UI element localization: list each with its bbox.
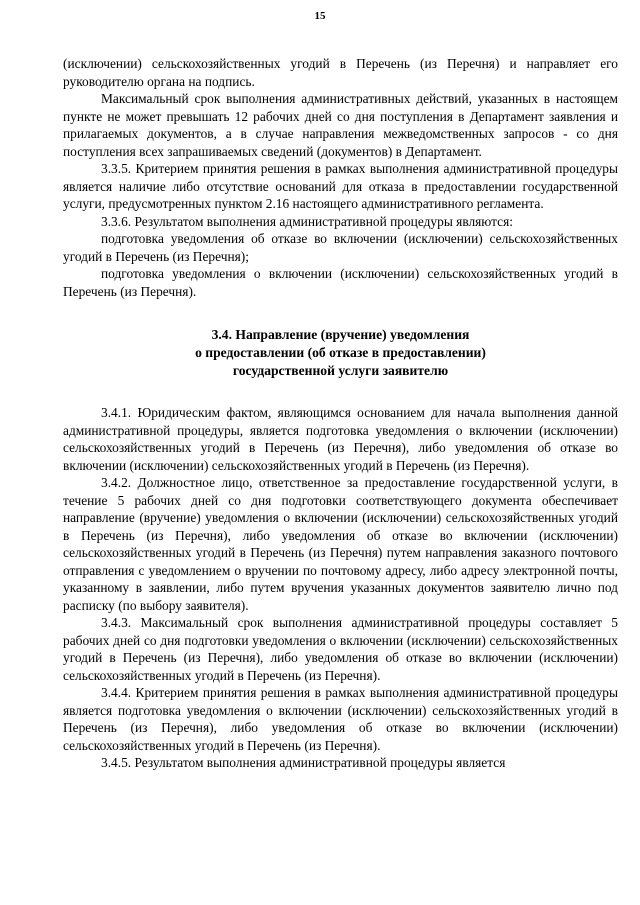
paragraph: 3.3.5. Критерием принятия решения в рамках выполнения административной процедуры является наличие либо отсутствие оснований для отказа в предоставлении государственной услуги, предусмотренных пунктом 2.16 настоящего административного регламента. xyxy=(63,161,618,211)
paragraph: 3.4.4. Критерием принятия решения в рамках выполнения административной процедуры является подготовка уведомления о включении (исключении) сельскохозяйственных угодий в Перечень (из Перечня), либо уведомления об отказе во включении (исключении) сельскохозяйственных угодий в Перечень (из Перечня). xyxy=(63,685,618,753)
paragraph: подготовка уведомления о включении (исключении) сельскохозяйственных угодий в Перечень (из Перечня). xyxy=(63,266,618,299)
section-heading-line: 3.4. Направление (вручение) уведомления xyxy=(211,327,470,342)
paragraph: 3.3.6. Результатом выполнения административной процедуры являются: xyxy=(101,213,513,229)
paragraph: подготовка уведомления об отказе во включении (исключении) сельскохозяйственных угодий в Перечень (из Перечня); xyxy=(63,231,618,264)
paragraph: Максимальный срок выполнения административных действий, указанных в настоящем пункте не может превышать 12 рабочих дней со дня поступления в Департамент заявления и прилагаемых документов, а в случае направления межведомственных запросов - со дня поступления всех запрашиваемых сведений (документов) в Департамент. xyxy=(63,91,618,159)
paragraph: 3.4.5. Результатом выполнения административной процедуры является xyxy=(101,755,506,770)
paragraph: 3.4.3. Максимальный срок выполнения административной процедуры составляет 5 рабочих дней со дня подготовки уведомления о включении (исключении) сельскохозяйственных угодий в Перечень (из Перечня), либо уведомления об отказе во включении (исключении) сельскохозяйственных угодий в Перечень (из Перечня). xyxy=(63,615,618,683)
document-body xyxy=(63,55,618,772)
page-number: 15 xyxy=(314,10,326,22)
paragraph: 3.4.1. Юридическим фактом, являющимся основанием для начала выполнения данной административной процедуры, является подготовка уведомления о включении (исключении) сельскохозяйственных угодий в Перечень (из Перечня), либо уведомления об отказе во включении (исключении) сельскохозяйственных угодий в Перечень (из Перечня). xyxy=(63,405,618,473)
paragraph: 3.4.2. Должностное лицо, ответственное за предоставление государственной услуги, в течение 5 рабочих дней со дня подготовки соответствующего документа обеспечивает направление (вручение) уведомления о включении (исключении) сельскохозяйственных угодий в Перечень (из Перечня), либо уведомления об отказе во включении (исключении) сельскохозяйственных угодий в Перечень (из Перечня) путем направления заказного почтового отправления с уведомлением о вручении по почтовому адресу, либо адресу электронной почты, указанному в заявлении, либо путем вручения указанных документов заявителю лично под расписку (по выбору заявителя). xyxy=(63,475,618,613)
section-heading xyxy=(63,326,618,380)
section-heading-line: государственной услуги заявителю xyxy=(232,363,449,378)
paragraph: (исключении) сельскохозяйственных угодий в Перечень (из Перечня) и направляет его руководителю органа на подпись. xyxy=(63,56,618,89)
section-heading-line: о предоставлении (об отказе в предоставлении) xyxy=(195,345,486,360)
